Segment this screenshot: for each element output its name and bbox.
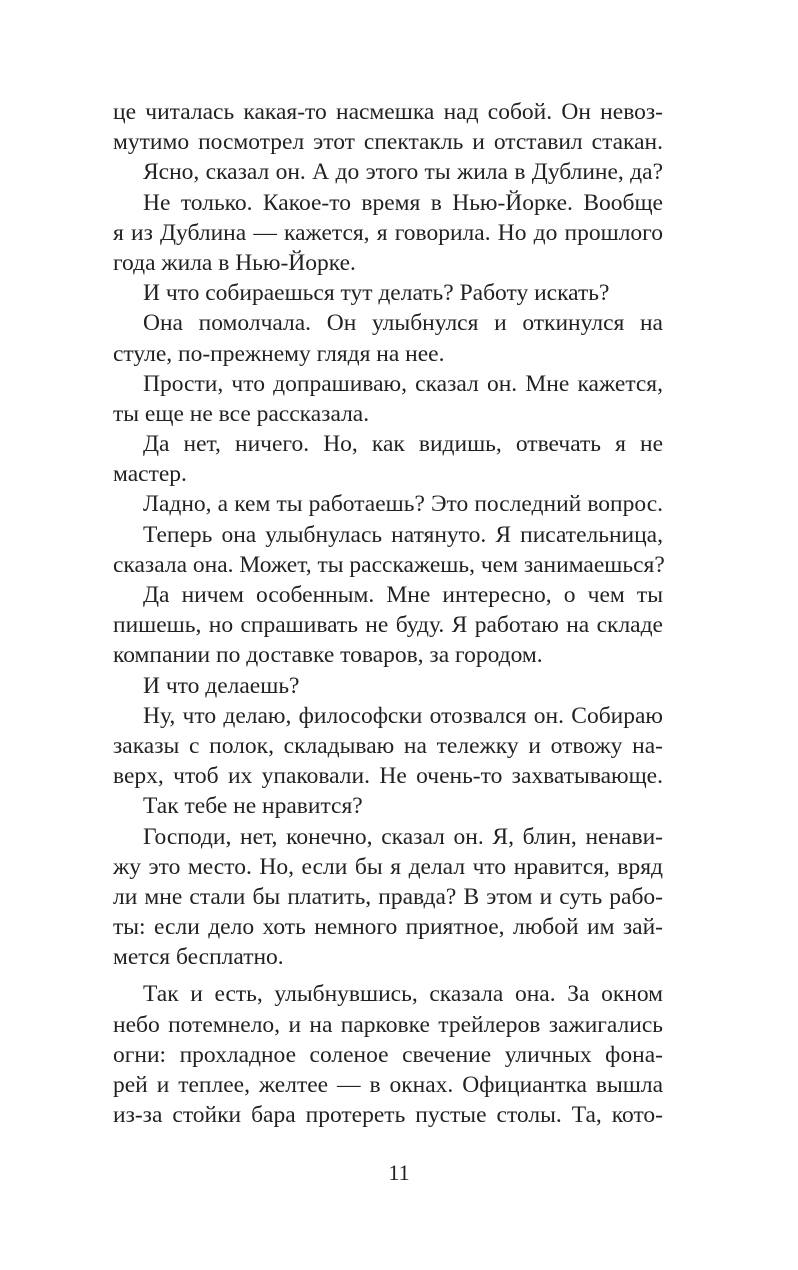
text-line: я из Дублина — кажется, я говорила. Но до прошлого — [113, 219, 663, 246]
text-line: Так тебе не нравится? — [143, 793, 363, 820]
text-line: верх, чтоб их упаковали. Не очень-то захватывающе. — [113, 763, 663, 790]
text-line: мастер. — [113, 461, 187, 488]
text-line: небо потемнело, и на парковке трейлеров зажигались — [113, 1011, 663, 1038]
text-line: пишешь, но спрашивать не буду. Я работаю на складе — [113, 612, 663, 639]
text-line: Да нет, ничего. Но, как видишь, отвечать я не — [143, 431, 663, 458]
text-line: Так и есть, улыбнувшись, сказала она. За окном — [143, 981, 663, 1008]
text-line: Да ничем особенным. Мне интересно, о чем ты — [143, 582, 663, 608]
text-line: И что делаешь? — [143, 672, 300, 699]
text-line: ты еще не все рассказала. — [113, 400, 370, 427]
text-line: Теперь она улыбнулась натянуто. Я писательница, — [143, 521, 663, 548]
text-line: ли мне стали бы платить, правда? В этом и суть рабо- — [113, 883, 663, 910]
text-line: сказала она. Может, ты расскажешь, чем занимаешься? — [113, 551, 665, 578]
text-line: заказы с полок, складываю на тележку и отвожу на- — [113, 732, 663, 759]
text-line: огни: прохладное соленое свечение уличных фона- — [113, 1041, 663, 1068]
text-line: мется бесплатно. — [113, 944, 284, 971]
text-line: И что собираешься тут делать? Работу искать? — [143, 280, 610, 307]
text-line: Господи, нет, конечно, сказал он. Я, блин, ненави- — [143, 823, 663, 850]
body-text — [113, 97, 663, 1130]
text-line: компании по доставке товаров, за городом. — [113, 642, 543, 669]
text-line: Она помолчала. Он улыбнулся и откинулся на — [143, 310, 663, 337]
text-line: Прости, что допрашиваю, сказал он. Мне кажется, — [143, 370, 663, 397]
page-number: 11 — [388, 1160, 410, 1185]
text-line: из-за стойки бара протереть пустые столы. Та, кото- — [113, 1102, 663, 1129]
text-line: Ясно, сказал он. А до этого ты жила в Дублине, да? — [143, 159, 663, 186]
text-line: це читалась какая-то насмешка над собой. Он невоз- — [113, 99, 663, 125]
text-line: Ладно, а кем ты работаешь? Это последний вопрос. — [143, 491, 663, 518]
text-line: Ну, что делаю, философски отозвался он. Собираю — [143, 702, 663, 729]
text-line: мутимо посмотрел этот спектакль и отставил стакан. — [113, 129, 663, 156]
text-line: жу это место. Но, если бы я делал что нравится, вряд — [113, 853, 663, 880]
text-line: рей и теплее, желтее — в окнах. Официантка вышла — [113, 1072, 663, 1098]
text-line: года жила в Нью-Йорке. — [113, 249, 356, 276]
text-line: Не только. Какое-то время в Нью-Йорке. Вообще — [143, 189, 663, 216]
text-line: стуле, по-прежнему глядя на нее. — [113, 340, 445, 367]
text-line: ты: если дело хоть немного приятное, любой им зай- — [113, 914, 663, 941]
